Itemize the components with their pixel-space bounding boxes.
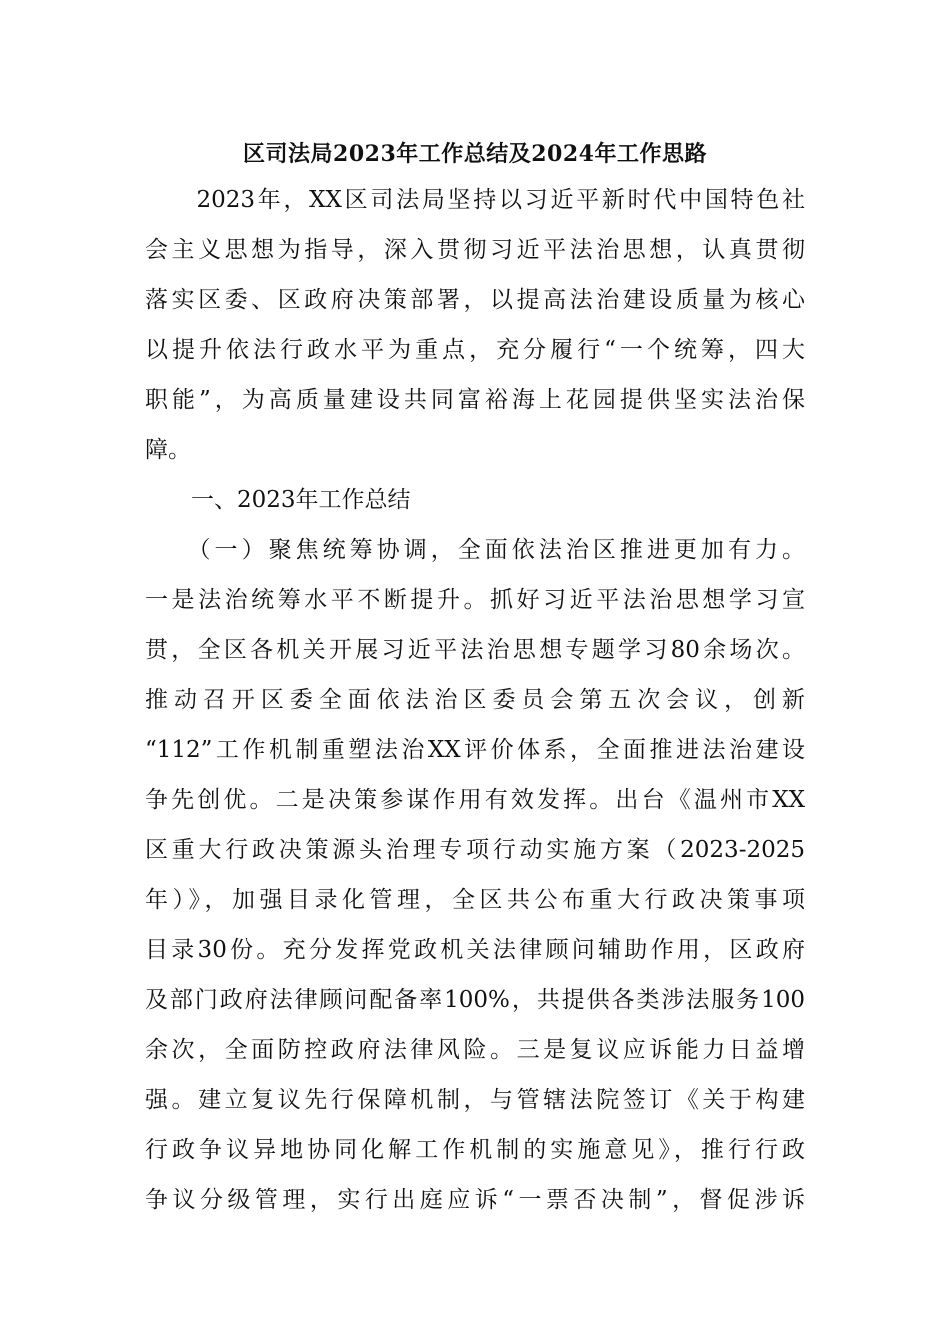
body-line: 争先创优。二是决策参谋作用有效发挥。出台《温州市XX (145, 787, 805, 813)
body-line: 落实区委、区政府决策部署，以提高法治建设质量为核心 (145, 287, 805, 313)
body-line: 障。 (145, 437, 191, 463)
body-line: 年）》，加强目录化管理，全区共公布重大行政决策事项 (145, 887, 805, 913)
body-line: 及部门政府法律顾问配备率100%，共提供各类涉法服务100 (145, 987, 805, 1013)
body-line: 目录30份。充分发挥党政机关法律顾问辅助作用，区政府 (145, 937, 805, 963)
body-line: “112”工作机制重塑法治XX评价体系，全面推进法治建设 (145, 737, 805, 763)
body-line: 行政争议异地协同化解工作机制的实施意见》，推行行政 (145, 1137, 805, 1163)
body-line: 余次，全面防控政府法律风险。三是复议应诉能力日益增 (145, 1037, 805, 1063)
section-heading: 一、2023年工作总结 (145, 487, 411, 513)
body-line: 推动召开区委全面依法治区委员会第五次会议，创新 (145, 687, 805, 713)
body-line: 职能”，为高质量建设共同富裕海上花园提供坚实法治保 (145, 387, 805, 413)
body-line: 区重大行政决策源头治理专项行动实施方案（2023-2025 (145, 837, 805, 863)
body-line: 争议分级管理，实行出庭应诉“一票否决制”，督促涉诉 (145, 1187, 805, 1213)
body-line: 强。建立复议先行保障机制，与管辖法院签订《关于构建 (145, 1087, 805, 1113)
subsection-heading: （一）聚焦统筹协调，全面依法治区推进更加有力。 (145, 537, 805, 563)
body-line: 贯，全区各机关开展习近平法治思想专题学习80余场次。 (145, 637, 805, 663)
body-line: 2023年，XX区司法局坚持以习近平新时代中国特色社 (145, 187, 805, 213)
body-line: 一是法治统筹水平不断提升。抓好习近平法治思想学习宣 (145, 587, 805, 613)
body-line: 会主义思想为指导，深入贯彻习近平法治思想，认真贯彻 (145, 237, 805, 263)
document-title: 区司法局2023年工作总结及2024年工作思路 (243, 141, 707, 167)
body-line: 以提升依法行政水平为重点，充分履行“一个统筹，四大 (145, 337, 805, 363)
